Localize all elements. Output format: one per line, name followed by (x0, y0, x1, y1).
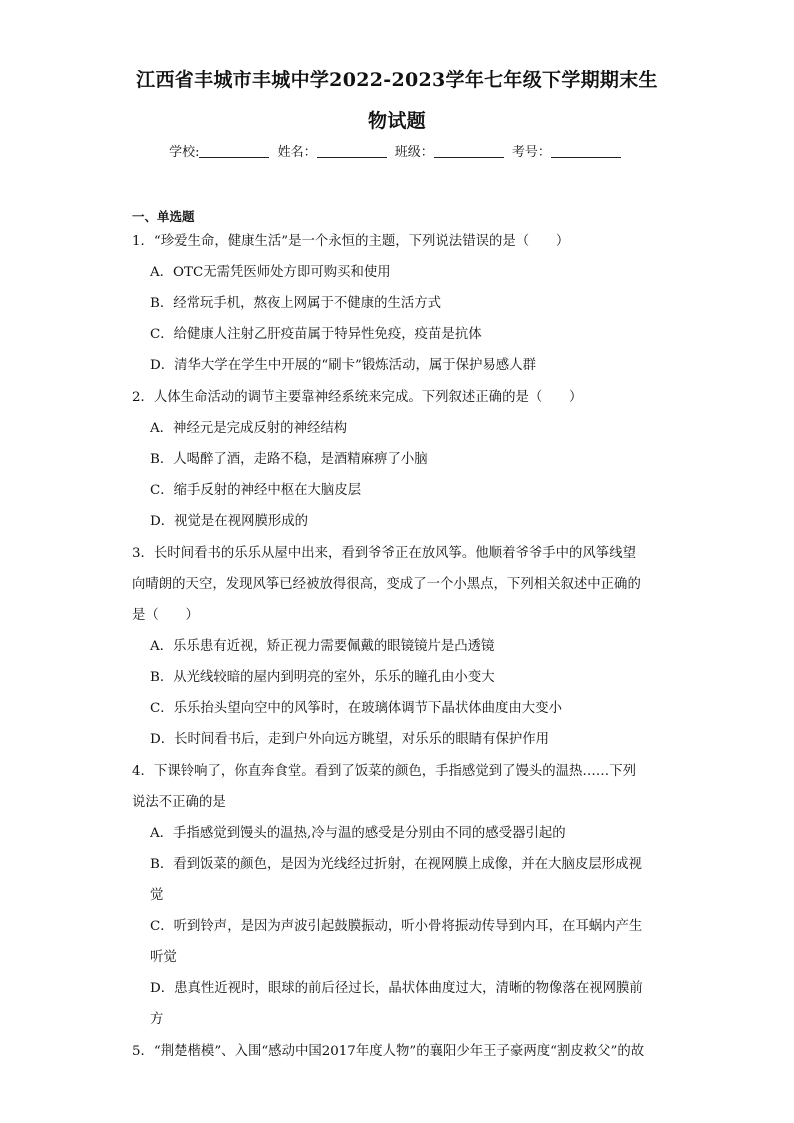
name-label: 姓名： (277, 145, 317, 160)
page-title-line-2: 物试题 (368, 110, 426, 132)
exam-number-label: 考号： (511, 145, 551, 160)
name-field[interactable] (317, 143, 387, 158)
school-field[interactable] (199, 143, 269, 158)
question-3-option-b: B．从光线较暗的屋内到明亮的室外，乐乐的瞳孔由小变大 (150, 670, 495, 685)
question-2-option-c: C．缩手反射的神经中枢在大脑皮层 (150, 483, 362, 498)
question-4-option-d-line-1: D．患真性近视时，眼球的前后径过长，晶状体曲度过大，清晰的物像落在视网膜前 (150, 981, 643, 996)
question-4-stem-line-2: 说法不正确的是 (132, 795, 226, 810)
question-4-option-b-line-2: 觉 (150, 888, 164, 903)
question-1-option-b: B．经常玩手机，熬夜上网属于不健康的生活方式 (150, 296, 442, 311)
question-3-option-d: D．长时间看书后，走到户外向远方眺望，对乐乐的眼睛有保护作用 (150, 732, 550, 747)
question-2-option-a: A．神经元是完成反射的神经结构 (150, 421, 348, 436)
question-3-option-a: A．乐乐患有近视，矫正视力需要佩戴的眼镜镜片是凸透镜 (150, 639, 495, 654)
question-3-stem-line-3: 是（ ） (132, 608, 199, 623)
question-2-option-b: B．人喝醉了酒，走路不稳，是酒精麻痹了小脑 (150, 452, 428, 467)
question-2-stem: 2．人体生命活动的调节主要靠神经系统来完成。下列叙述正确的是（ ） (132, 390, 583, 405)
school-label: 学校: (169, 145, 200, 160)
page-title-line-1: 江西省丰城市丰城中学2022-2023学年七年级下学期期末生 (136, 69, 658, 91)
question-4-option-d-line-2: 方 (150, 1012, 164, 1027)
student-info-row (0, 143, 794, 163)
question-3-stem-line-2: 向晴朗的天空，发现风筝已经被放得很高，变成了一个小黑点，下列相关叙述中正确的 (132, 577, 641, 592)
question-1-option-c: C．给健康人注射乙肝疫苗属于特异性免疫，疫苗是抗体 (150, 327, 482, 342)
question-4-option-b-line-1: B．看到饭菜的颜色，是因为光线经过折射，在视网膜上成像，并在大脑皮层形成视 (150, 857, 642, 872)
question-1-option-a: A．OTC无需凭医师处方即可购买和使用 (150, 265, 391, 280)
class-label: 班级： (394, 145, 434, 160)
question-1-option-d: D．清华大学在学生中开展的“刷卡”锻炼活动，属于保护易感人群 (150, 358, 536, 373)
question-4-option-c-line-1: C．听到铃声，是因为声波引起鼓膜振动，听小骨将振动传导到内耳，在耳蜗内产生 (150, 919, 643, 934)
question-3-stem-line-1: 3．长时间看书的乐乐从屋中出来，看到爷爷正在放风筝。他顺着爷爷手中的风筝线望 (132, 546, 636, 561)
question-2-option-d: D．视觉是在视网膜形成的 (150, 514, 309, 529)
question-4-option-c-line-2: 听觉 (150, 950, 177, 965)
exam-number-field[interactable] (551, 143, 621, 158)
question-1-stem: 1．“珍爱生命，健康生活”是一个永恒的主题，下列说法错误的是（ ） (132, 234, 570, 249)
class-field[interactable] (434, 143, 504, 158)
question-5-stem-line-1: 5．“荆楚楷模”、入围“感动中国2017年度人物”的襄阳少年王子豪两度“割皮救父”的故 (132, 1044, 645, 1059)
question-4-option-a: A．手指感觉到馒头的温热,冷与温的感受是分别由不同的感受器引起的 (150, 826, 566, 841)
question-4-stem-line-1: 4．下课铃响了，你直奔食堂。看到了饭菜的颜色，手指感觉到了馒头的温热……下列 (132, 764, 636, 779)
section-heading: 一、单选题 (132, 209, 195, 224)
question-3-option-c: C．乐乐抬头望向空中的风筝时，在玻璃体调节下晶状体曲度由大变小 (150, 701, 562, 716)
